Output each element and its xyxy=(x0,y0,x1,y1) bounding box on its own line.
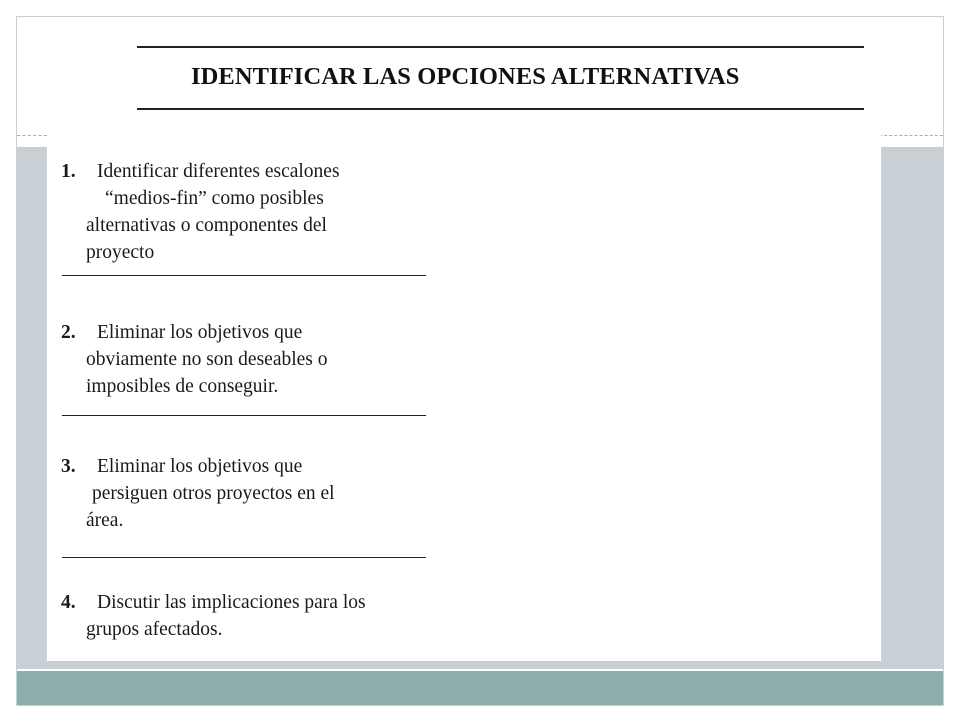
list-item-4-line-1 xyxy=(61,589,441,616)
slide-frame xyxy=(16,16,944,706)
item-separator-1 xyxy=(62,275,426,276)
item-separator-2 xyxy=(62,415,426,416)
list-item-1-text-1: Identificar diferentes escalones xyxy=(97,161,340,182)
list-item-1-line-2: “medios-fin” como posibles xyxy=(105,188,324,209)
list-item-3-number: 3. xyxy=(61,456,76,477)
list-item-4-line-2: grupos afectados. xyxy=(86,619,223,640)
dashed-divider-right xyxy=(879,135,943,136)
list-item-2-number: 2. xyxy=(61,322,76,343)
list-item-1-line-1 xyxy=(61,158,441,185)
list-item-1-number: 1. xyxy=(61,161,76,182)
list-item-2-line-3: imposibles de conseguir. xyxy=(86,376,279,397)
title-rule-bottom xyxy=(137,108,864,110)
slide-title: IDENTIFICAR LAS OPCIONES ALTERNATIVAS xyxy=(191,63,740,90)
list-item-4-number: 4. xyxy=(61,592,76,613)
list-item-4 xyxy=(61,589,441,643)
list-item-1 xyxy=(61,158,441,266)
list-item-2-line-2: obviamente no son deseables o xyxy=(86,349,328,370)
list-item-3-line-1 xyxy=(61,453,441,480)
list-item-2-text-1: Eliminar los objetivos que xyxy=(97,322,303,343)
footer-band xyxy=(17,671,943,705)
list-item-3 xyxy=(61,453,441,534)
title-rule-top xyxy=(137,46,864,48)
content-panel xyxy=(47,17,881,661)
list-item-2 xyxy=(61,319,441,400)
list-item-3-text-1: Eliminar los objetivos que xyxy=(97,456,303,477)
list-item-4-text-1: Discutir las implicaciones para los xyxy=(97,592,366,613)
list-item-1-line-3: alternativas o componentes del xyxy=(86,215,327,236)
dashed-divider-left xyxy=(17,135,47,136)
list-item-1-line-4: proyecto xyxy=(86,242,155,263)
list-item-3-line-3: área. xyxy=(86,510,124,531)
list-item-3-line-2: persiguen otros proyectos en el xyxy=(92,483,335,504)
list-item-2-line-1 xyxy=(61,319,441,346)
item-separator-3 xyxy=(62,557,426,558)
